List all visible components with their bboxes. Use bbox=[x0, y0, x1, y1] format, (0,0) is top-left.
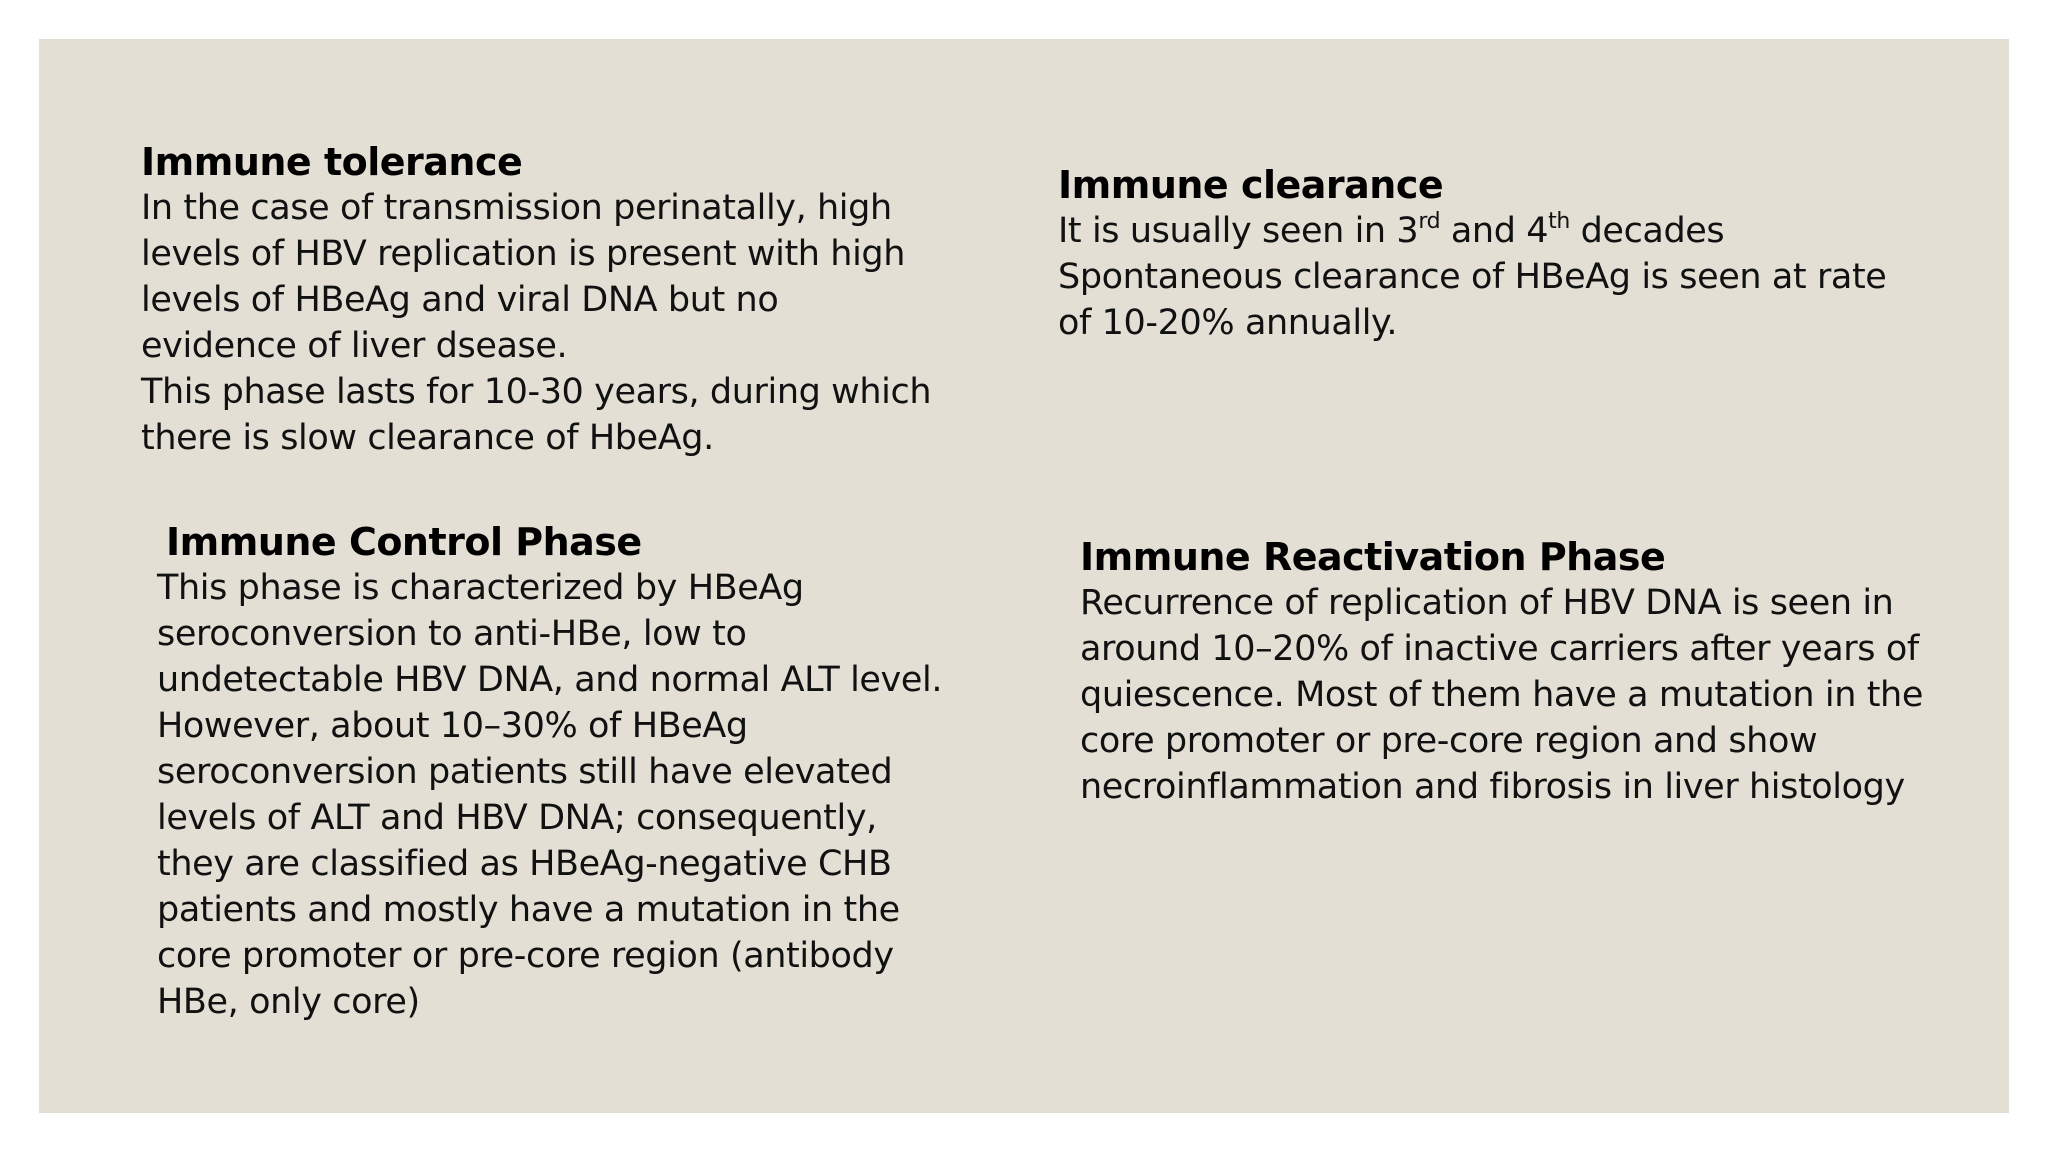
immune-clearance-text bbox=[1058, 208, 1918, 346]
text-fragment: It is usually seen in 3 bbox=[1058, 211, 1419, 251]
text-line: This phase is characterized by HBeAg bbox=[157, 568, 804, 608]
text-line: undetectable HBV DNA, and normal ALT level. bbox=[157, 660, 943, 700]
text-line: there is slow clearance of HbeAg. bbox=[141, 418, 714, 458]
text-line: levels of HBV replication is present with high bbox=[141, 234, 905, 274]
immune-reactivation-text bbox=[1080, 580, 1960, 810]
text-line: levels of ALT and HBV DNA; consequently, bbox=[157, 798, 877, 838]
immune-tolerance-section bbox=[141, 139, 961, 461]
immune-clearance-heading: Immune clearance bbox=[1058, 163, 1444, 207]
immune-tolerance-text bbox=[141, 185, 961, 461]
text-line: In the case of transmission perinatally, high bbox=[141, 188, 892, 228]
immune-tolerance-heading: Immune tolerance bbox=[141, 140, 523, 184]
immune-clearance-section bbox=[1058, 162, 1918, 346]
text-line: they are classified as HBeAg-negative CHB bbox=[157, 844, 892, 884]
text-line: patients and mostly have a mutation in the bbox=[157, 890, 900, 930]
text-line: core promoter or pre-core region and show bbox=[1080, 721, 1818, 761]
text-line: of 10-20% annually. bbox=[1058, 303, 1398, 343]
text-line: necroinflammation and fibrosis in liver histology bbox=[1080, 767, 1905, 807]
text-line: seroconversion to anti-HBe, low to bbox=[157, 614, 747, 654]
text-line bbox=[1058, 208, 1918, 254]
text-line: However, about 10–30% of HBeAg bbox=[157, 706, 748, 746]
text-line: HBe, only core) bbox=[157, 982, 420, 1022]
ordinal-suffix: rd bbox=[1418, 209, 1441, 234]
immune-reactivation-heading: Immune Reactivation Phase bbox=[1080, 535, 1666, 579]
text-line: quiescence. Most of them have a mutation in the bbox=[1080, 675, 1923, 715]
text-fragment: and 4 bbox=[1440, 211, 1549, 251]
text-fragment: decades bbox=[1569, 211, 1725, 251]
text-line: evidence of liver dsease. bbox=[141, 326, 568, 366]
ordinal-suffix: th bbox=[1548, 209, 1570, 234]
text-line: seroconversion patients still have elevated bbox=[157, 752, 893, 792]
immune-control-heading: Immune Control Phase bbox=[166, 520, 642, 564]
text-line: core promoter or pre-core region (antibody bbox=[157, 936, 894, 976]
text-line: Spontaneous clearance of HBeAg is seen at rate bbox=[1058, 257, 1887, 297]
immune-control-text bbox=[157, 565, 1017, 1025]
text-line: around 10–20% of inactive carriers after years of bbox=[1080, 629, 1919, 669]
slide bbox=[39, 39, 2009, 1113]
text-line: Recurrence of replication of HBV DNA is seen in bbox=[1080, 583, 1894, 623]
immune-control-section bbox=[157, 519, 1017, 1025]
text-line: levels of HBeAg and viral DNA but no bbox=[141, 280, 779, 320]
text-line: This phase lasts for 10-30 years, during which bbox=[141, 372, 932, 412]
immune-reactivation-section bbox=[1080, 534, 1960, 810]
